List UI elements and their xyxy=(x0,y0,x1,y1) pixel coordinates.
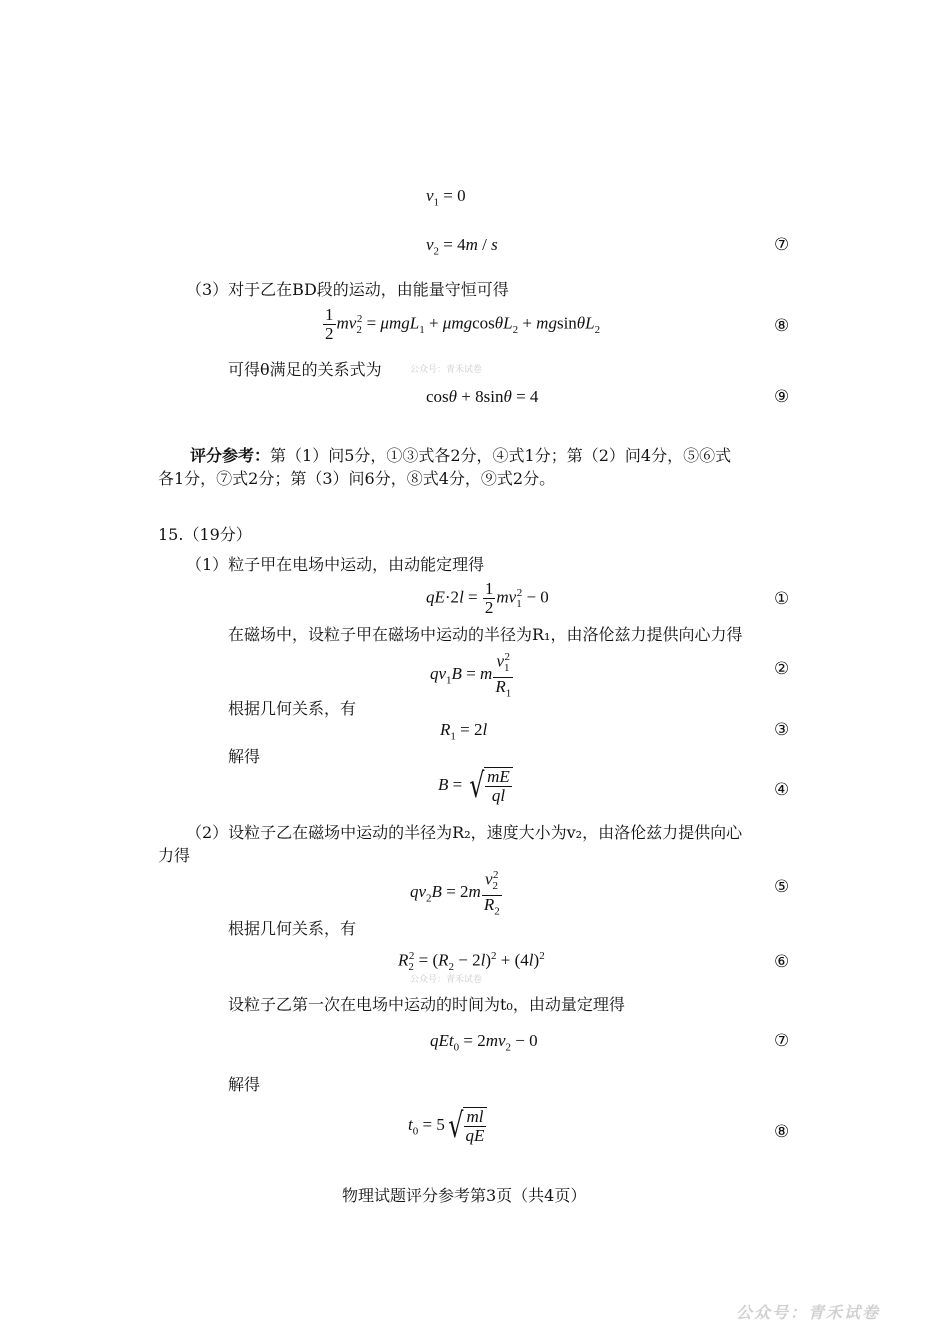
eq-number: ⑨ xyxy=(774,387,790,407)
eq-number: ② xyxy=(774,659,790,679)
equation-b: B = √ $\frac{mE}{ql}$ xyxy=(438,766,513,806)
eq-number: ⑦ xyxy=(774,1031,790,1051)
geo-relation-1: 根据几何关系，有 xyxy=(228,699,357,718)
q15-header: 15.（19分） xyxy=(158,525,252,544)
q15-part1: （1）粒子甲在电场中运动，由动能定理得 xyxy=(186,555,485,574)
watermark-small: 公众号：青禾试卷 xyxy=(410,365,483,375)
eq-number: ④ xyxy=(774,780,790,800)
geo-relation-2: 根据几何关系，有 xyxy=(228,919,357,938)
eq-number: ⑤ xyxy=(774,877,790,897)
q15-part2-b: 力得 xyxy=(158,846,191,865)
equation-r2: $R_2^2 = (R_2 - 2l)^2 + (4l)^2$ xyxy=(398,950,545,974)
scoring-label: 评分参考： xyxy=(190,446,271,465)
eq-number: ① xyxy=(774,589,790,609)
equation-v1: $v_1 = 0$ xyxy=(426,186,466,209)
equation-theta: cosθ + 8sinθ = 4 xyxy=(426,387,539,406)
scoring-line-2: 各1分，⑦式2分；第（3）问6分，⑧式4分，⑨式2分。 xyxy=(158,469,556,488)
q3-intro: （3）对于乙在BD段的运动，由能量守恒可得 xyxy=(186,280,509,299)
equation-lorentz-1: $qv_1B = m$ $\frac{v_1^2}{R_1}$ xyxy=(430,648,514,702)
q15-part2-a: （2）设粒子乙在磁场中运动的半径为R₂，速度大小为v₂，由洛伦兹力提供向心 xyxy=(186,823,743,842)
q3-theta-text: 可得θ满足的关系式为 xyxy=(228,360,382,379)
equation-r1: $R_1 = 2l$ xyxy=(440,720,488,743)
equation-momentum: $qEt_0 = 2mv_2 - 0$ xyxy=(430,1031,538,1054)
watermark-corner: 公众号：青禾试卷 xyxy=(735,1303,880,1322)
equation-work-energy: qE·2l = $\frac{1}{2}$ $mv_1^2 - 0$ xyxy=(426,579,549,617)
eq-number: ③ xyxy=(774,720,790,740)
eq-number: ⑧ xyxy=(774,316,790,336)
solve-1: 解得 xyxy=(228,747,261,766)
equation-energy: $\frac{1}{2}$ $mv_2^2 = \mu mgL_1 + \mu mgcos\theta L_2 + mgsin\theta L_2$ xyxy=(325,305,601,343)
eq-number: ⑥ xyxy=(774,952,790,972)
equation-lorentz-2: $qv_2B = 2m$ $\frac{v_2^2}{R_2}$ xyxy=(410,866,503,920)
scoring-text-1: 第（1）问5分，①③式各2分，④式1分；第（2）问4分，⑤⑥式 xyxy=(270,446,732,465)
solve-2: 解得 xyxy=(228,1075,261,1094)
scoring-line-1 xyxy=(190,443,731,466)
impulse-text: 设粒子乙第一次在电场中运动的时间为t₀，由动量定理得 xyxy=(228,995,625,1014)
eq-number: ⑦ xyxy=(774,235,790,255)
watermark-small: 公众号：青禾试卷 xyxy=(410,975,483,985)
equation-v2: $v_2 = 4m / s$ xyxy=(426,235,498,258)
equation-t0: $t_0 = 5√$ $\frac{ml}{qE}$ xyxy=(408,1106,487,1146)
page-footer: 物理试题评分参考第3页（共4页） xyxy=(342,1186,587,1205)
eq-number: ⑧ xyxy=(774,1122,790,1142)
q15-part1-magnetic: 在磁场中，设粒子甲在磁场中运动的半径为R₁，由洛伦兹力提供向心力得 xyxy=(228,625,743,644)
